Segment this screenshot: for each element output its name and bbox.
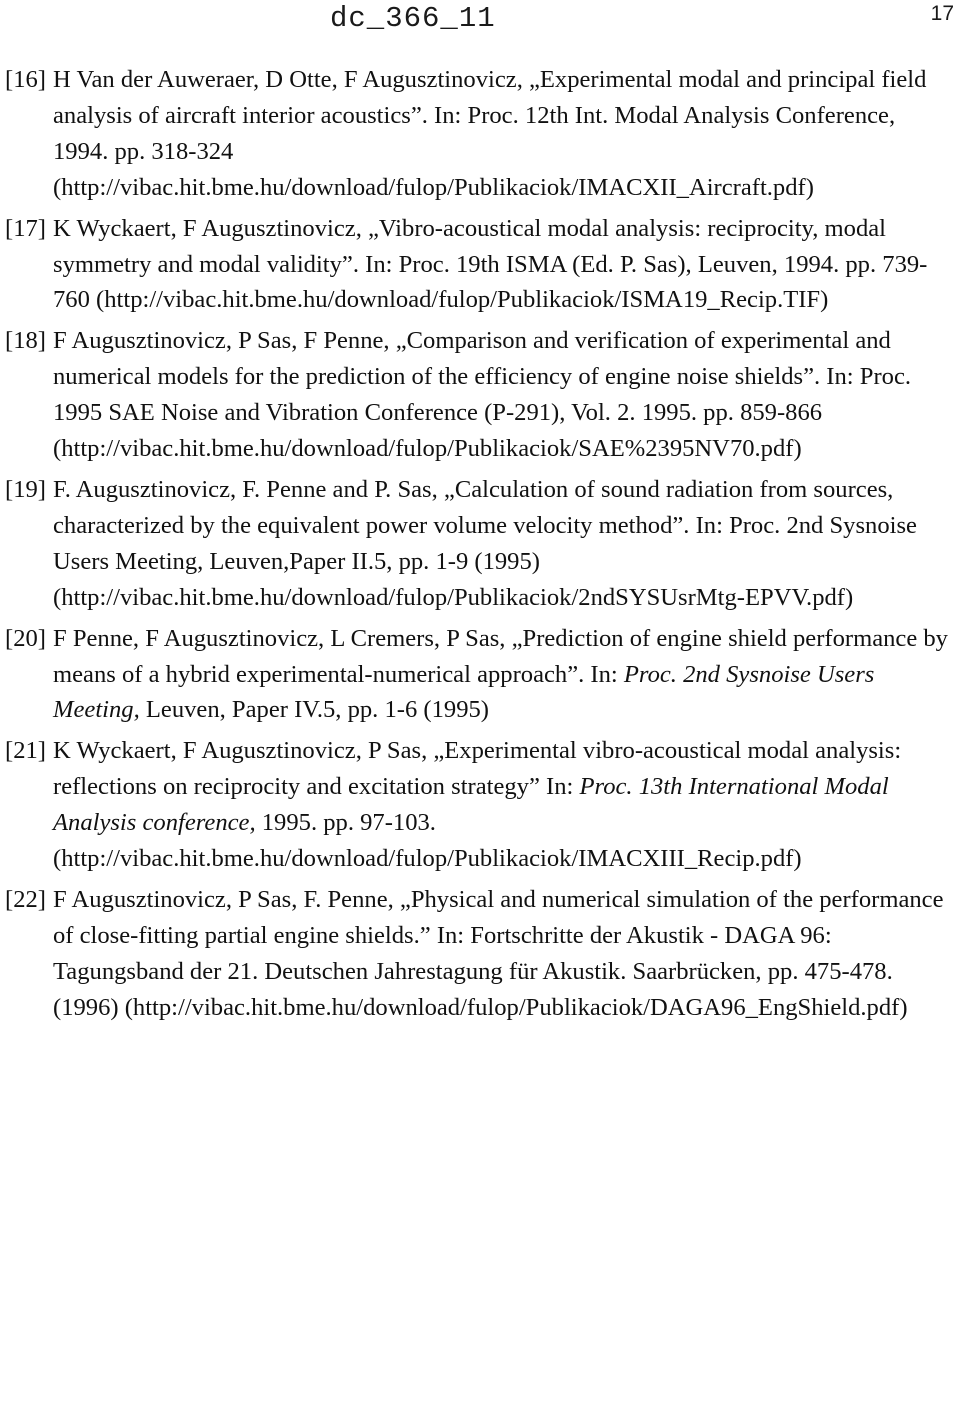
reference-item xyxy=(5,621,953,729)
reference-number: [21] xyxy=(5,737,46,765)
reference-number: [19] xyxy=(5,475,46,503)
reference-number: [17] xyxy=(5,214,46,242)
page-number: 17 xyxy=(930,2,954,25)
reference-number: [16] xyxy=(5,66,46,93)
reference-list xyxy=(5,62,953,1031)
reference-text: K Wyckaert, F Augusztinovicz, P Sas, „Experimental vibro-acoustical modal analysis: reflections on reciprocity and excitation strategy” In: xyxy=(53,737,902,801)
document-id: dc_366_11 xyxy=(330,2,496,35)
reference-text: H Van der Auweraer, D Otte, F Augusztinovicz, „Experimental modal and principal field analysis of aircraft interior acoustics”. In: Proc. 12th Int. Modal Analysis Conference, 1994. pp. 318-324 (http://vibac.hit.bme.hu/download/fulop/Publikaciok/IMACXII_Aircraft.pdf) xyxy=(53,66,927,201)
reference-number: [20] xyxy=(5,624,46,652)
reference-text: 1995. pp. 97-103. (http://vibac.hit.bme.hu/download/fulop/Publikaciok/IMACXIII_Recip.pdf) xyxy=(53,809,802,873)
reference-venue-italic: Proc. 13th International Modal Analysis conference, xyxy=(53,773,889,837)
reference-item xyxy=(5,211,953,319)
reference-item xyxy=(5,62,953,206)
reference-text: F Penne, F Augusztinovicz, L Cremers, P Sas, „Prediction of engine shield performance by means of a hybrid experimental-numerical approach”. In: xyxy=(53,624,948,688)
reference-item xyxy=(5,882,953,1026)
reference-item xyxy=(5,733,953,877)
reference-text: F Augusztinovicz, P Sas, F. Penne, „Physical and numerical simulation of the performance of close-fitting partial engine shields.” In: Fortschritte der Akustik - DAGA 96: Tagungsband der 21. Deutschen Jahrestagung für Akustik. Saarbrücken, pp. 475-478. (1996) (http://vibac.hit.bme.hu/download/fulop/Publikaciok/DAGA96_EngShield.pdf) xyxy=(53,885,944,1021)
reference-text: F. Augusztinovicz, F. Penne and P. Sas, „Calculation of sound radiation from sources, characterized by the equivalent power volume velocity method”. In: Proc. 2nd Sysnoise Users Meeting, Leuven,Paper II.5, pp. 1-9 (1995) (http://vibac.hit.bme.hu/download/fulop/Publikaciok/2ndSYSUsrMtg-EPVV.pdf) xyxy=(53,475,917,611)
reference-text: K Wyckaert, F Augusztinovicz, „Vibro-acoustical modal analysis: reciprocity, modal symmetry and modal validity”. In: Proc. 19th ISMA (Ed. P. Sas), Leuven, 1994. pp. 739-760 (http://vibac.hit.bme.hu/download/fulop/Publikaciok/ISMA19_Recip.TIF) xyxy=(53,214,928,314)
reference-text: Leuven, Paper IV.5, pp. 1-6 (1995) xyxy=(139,696,489,724)
reference-number: [22] xyxy=(5,885,46,913)
reference-item xyxy=(5,323,953,467)
reference-text: F Augusztinovicz, P Sas, F Penne, „Comparison and verification of experimental and numerical models for the prediction of the efficiency of engine noise shields”. In: Proc. 1995 SAE Noise and Vibration Conference (P-291), Vol. 2. 1995. pp. 859-866 (http://vibac.hit.bme.hu/download/fulop/Publikaciok/SAE%2395NV70.pdf) xyxy=(53,327,912,463)
reference-number: [18] xyxy=(5,327,46,355)
reference-item xyxy=(5,472,953,616)
reference-venue-italic: Proc. 2nd Sysnoise Users Meeting, xyxy=(53,660,875,724)
